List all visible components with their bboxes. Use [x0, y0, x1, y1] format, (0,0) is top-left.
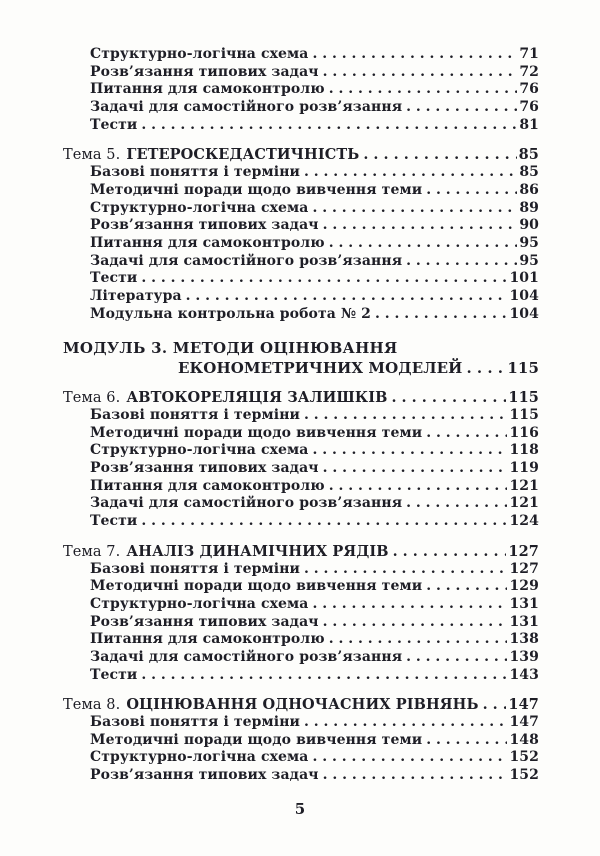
- toc-entry[interactable]: [63, 217, 539, 235]
- topic-entry[interactable]: [63, 389, 539, 407]
- dot-leader: [182, 288, 508, 304]
- entry-page: 104: [509, 305, 539, 322]
- module-title-line: МОДУЛЬ 3. МЕТОДИ ОЦІНЮВАННЯ: [63, 339, 398, 358]
- entry-label: Питання для самоконтролю: [90, 477, 325, 494]
- dot-leader: [387, 389, 506, 406]
- topic-number: Тема 5.: [63, 147, 121, 164]
- entry-label: Тести: [90, 513, 138, 530]
- dot-leader: [137, 117, 517, 133]
- dot-leader: [308, 596, 507, 612]
- entry-label: [63, 543, 389, 560]
- topic-entry[interactable]: [63, 696, 539, 714]
- topic-entry[interactable]: [63, 543, 539, 561]
- dot-leader: [300, 164, 517, 180]
- entry-page: 118: [509, 442, 539, 459]
- dot-leader: [319, 460, 508, 476]
- toc-entry[interactable]: [63, 64, 539, 82]
- toc-section: [63, 696, 539, 784]
- entry-page: 143: [509, 666, 539, 683]
- entry-label: Питання для самоконтролю: [90, 631, 325, 648]
- toc-entry[interactable]: [63, 631, 539, 649]
- topic-number: Тема 6.: [63, 390, 121, 407]
- entry-label: [63, 696, 479, 713]
- toc-entry[interactable]: [63, 714, 539, 732]
- topic-number: Тема 8.: [63, 697, 121, 714]
- entry-page: 139: [509, 648, 539, 665]
- toc-entry[interactable]: [63, 235, 539, 253]
- entry-label: Методичні поради щодо вивчення теми: [90, 181, 423, 198]
- topic-entry[interactable]: [63, 146, 539, 164]
- toc-entry[interactable]: [63, 117, 539, 135]
- entry-label: Структурно-логічна схема: [90, 46, 309, 62]
- entry-page: 131: [509, 613, 539, 630]
- dot-leader: [422, 425, 507, 441]
- entry-label: Розв’язання типових задач: [90, 460, 319, 477]
- entry-label: Структурно-логічна схема: [90, 442, 309, 459]
- entry-page: 127: [509, 560, 539, 577]
- entry-page: 121: [509, 477, 539, 494]
- toc-entry[interactable]: [63, 649, 539, 667]
- entry-page: 71: [519, 46, 539, 62]
- dot-leader: [325, 235, 518, 251]
- toc-entry[interactable]: [63, 81, 539, 99]
- dot-leader: [308, 200, 517, 216]
- entry-label: Тести: [90, 270, 138, 287]
- toc-entry[interactable]: [63, 442, 539, 460]
- toc-entry[interactable]: [63, 253, 539, 271]
- toc-entry[interactable]: [63, 667, 539, 685]
- toc-entry[interactable]: [63, 270, 539, 288]
- entry-label: Методичні поради щодо вивчення теми: [90, 578, 423, 595]
- topic-title: ОЦІНЮВАННЯ ОДНОЧАСНИХ РІВНЯНЬ: [126, 696, 479, 714]
- entry-label: Базові поняття і терміни: [90, 164, 301, 181]
- dot-leader: [389, 543, 507, 560]
- entry-page: 115: [507, 359, 539, 378]
- dot-leader: [308, 442, 507, 458]
- toc-entry[interactable]: [63, 478, 539, 496]
- toc-entry[interactable]: [63, 460, 539, 478]
- entry-label: Базові поняття і терміни: [90, 407, 301, 423]
- module-heading: [63, 339, 539, 379]
- entry-page: 95: [519, 252, 539, 269]
- entry-page: 129: [509, 578, 539, 595]
- entry-page: 152: [509, 749, 539, 766]
- topic-title: АВТОКОРЕЛЯЦІЯ ЗАЛИШКІВ: [126, 389, 388, 407]
- dot-leader: [300, 561, 507, 577]
- entry-page: 95: [519, 234, 539, 251]
- entry-page: 85: [518, 146, 539, 164]
- entry-page: 121: [509, 495, 539, 512]
- toc-entry[interactable]: [63, 99, 539, 117]
- dot-leader: [402, 495, 507, 511]
- dot-leader: [422, 578, 507, 594]
- entry-label: Література: [90, 287, 182, 304]
- entry-page: 86: [519, 181, 539, 198]
- entry-label: [63, 146, 359, 163]
- entry-label: Розв’язання типових задач: [90, 767, 319, 784]
- entry-page: 104: [509, 287, 539, 304]
- dot-leader: [402, 649, 507, 665]
- entry-label: ЕКОНОМЕТРИЧНИХ МОДЕЛЕЙ: [178, 359, 463, 378]
- entry-label: Задачі для самостійного розв’язання: [90, 495, 403, 512]
- entry-page: 131: [509, 595, 539, 612]
- entry-label: Структурно-логічна схема: [90, 199, 309, 216]
- entry-page: 116: [509, 424, 539, 441]
- entry-page: 101: [509, 270, 539, 287]
- entry-page: 76: [519, 99, 539, 116]
- entry-page: 81: [519, 116, 539, 133]
- entry-page: 148: [509, 731, 539, 748]
- entry-label: Задачі для самостійного розв’язання: [90, 648, 403, 665]
- entry-label: Структурно-логічна схема: [90, 595, 309, 612]
- entry-page: 115: [509, 407, 539, 423]
- dot-leader: [137, 667, 507, 683]
- dot-leader: [325, 81, 518, 97]
- page-number: 5: [294, 800, 306, 818]
- entry-label: Питання для самоконтролю: [90, 81, 325, 98]
- entry-label: Розв’язання типових задач: [90, 613, 319, 630]
- dot-leader: [402, 99, 517, 115]
- entry-label: Тести: [90, 666, 138, 683]
- dot-leader: [479, 696, 507, 713]
- dot-leader: [359, 146, 516, 163]
- dot-leader: [137, 513, 507, 529]
- toc-entry[interactable]: [63, 561, 539, 579]
- toc-entry[interactable]: [63, 578, 539, 596]
- topic-title: АНАЛІЗ ДИНАМІЧНИХ РЯДІВ: [126, 542, 389, 560]
- entry-page: 147: [508, 696, 539, 714]
- dot-leader: [462, 359, 505, 377]
- entry-page: 138: [509, 631, 539, 648]
- module-entry[interactable]: [63, 359, 539, 379]
- entry-label: Розв’язання типових задач: [90, 63, 319, 80]
- entry-page: 147: [509, 714, 539, 730]
- toc-section: [63, 543, 539, 685]
- toc-section: [63, 389, 539, 531]
- toc-entry[interactable]: [63, 306, 539, 324]
- entry-page: 119: [509, 460, 539, 477]
- dot-leader: [319, 614, 508, 630]
- entry-label: Базові поняття і терміни: [90, 714, 301, 730]
- toc-section: [63, 46, 539, 134]
- toc-entry[interactable]: [63, 614, 539, 632]
- entry-label: Задачі для самостійного розв’язання: [90, 99, 403, 116]
- entry-label: Модульна контрольна робота № 2: [90, 305, 372, 322]
- entry-page: 90: [519, 217, 539, 234]
- entry-page: 89: [519, 199, 539, 216]
- dot-leader: [422, 732, 507, 748]
- topic-number: Тема 7.: [63, 543, 121, 560]
- toc-entry[interactable]: [63, 46, 539, 64]
- toc-entry[interactable]: [63, 767, 539, 785]
- entry-page: 152: [509, 767, 539, 784]
- entry-page: 85: [519, 164, 539, 181]
- toc-entry[interactable]: [63, 200, 539, 218]
- toc-entry[interactable]: [63, 749, 539, 767]
- toc-entry[interactable]: [63, 425, 539, 443]
- entry-label: Питання для самоконтролю: [90, 234, 325, 251]
- dot-leader: [308, 749, 507, 765]
- dot-leader: [300, 407, 507, 423]
- entry-label: [63, 389, 387, 406]
- entry-page: 72: [519, 63, 539, 80]
- dot-leader: [319, 64, 518, 80]
- toc-entry[interactable]: [63, 164, 539, 182]
- toc-section: [63, 146, 539, 323]
- toc-entry[interactable]: [63, 495, 539, 513]
- entry-label: Структурно-логічна схема: [90, 749, 309, 766]
- dot-leader: [319, 217, 518, 233]
- dot-leader: [402, 253, 517, 269]
- toc-entry[interactable]: [63, 513, 539, 531]
- entry-page: 76: [519, 81, 539, 98]
- table-of-contents: [63, 46, 539, 797]
- entry-label: Задачі для самостійного розв’язання: [90, 252, 403, 269]
- entry-label: Методичні поради щодо вивчення теми: [90, 731, 423, 748]
- toc-entry[interactable]: [63, 288, 539, 306]
- toc-entry[interactable]: [63, 596, 539, 614]
- dot-leader: [422, 182, 517, 198]
- entry-label: Базові поняття і терміни: [90, 560, 301, 577]
- dot-leader: [325, 478, 508, 494]
- entry-label: Розв’язання типових задач: [90, 217, 319, 234]
- dot-leader: [308, 46, 517, 62]
- entry-label: Тести: [90, 116, 138, 133]
- entry-page: 127: [508, 542, 539, 560]
- entry-page: 124: [509, 513, 539, 530]
- dot-leader: [319, 767, 508, 783]
- topic-title: ГЕТЕРОСКЕДАСТИЧНІСТЬ: [126, 146, 360, 164]
- dot-leader: [137, 270, 507, 286]
- entry-page: 115: [508, 389, 539, 407]
- toc-entry[interactable]: [63, 182, 539, 200]
- toc-entry[interactable]: [63, 407, 539, 425]
- dot-leader: [300, 714, 507, 730]
- toc-entry[interactable]: [63, 732, 539, 750]
- entry-label: Методичні поради щодо вивчення теми: [90, 424, 423, 441]
- dot-leader: [325, 631, 508, 647]
- dot-leader: [371, 306, 507, 322]
